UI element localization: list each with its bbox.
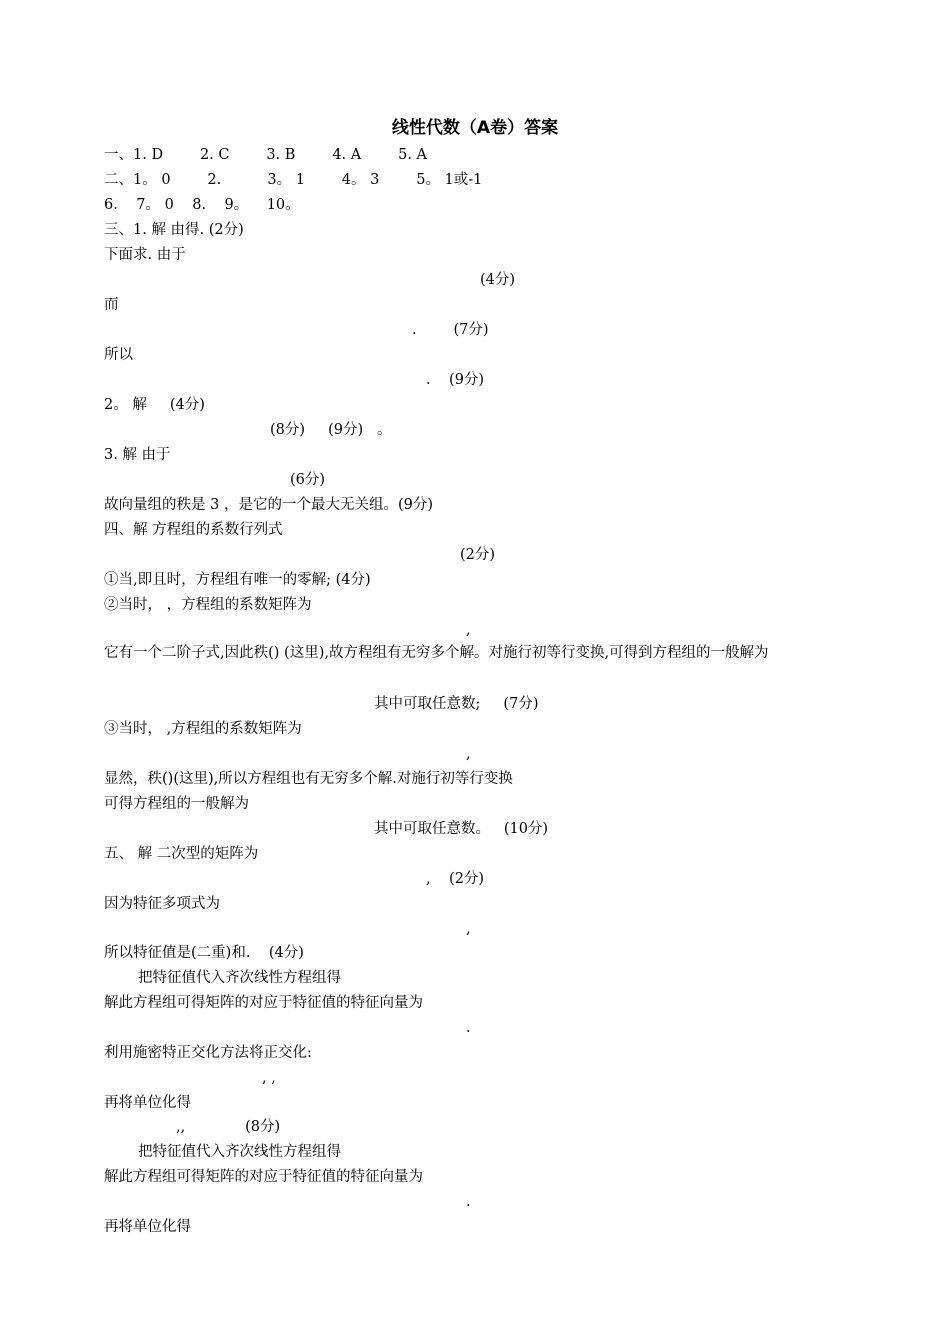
answer-line-choice: 一、1. D 2. C 3. B 4. A 5. A xyxy=(104,147,428,163)
punctuation-line: , , xyxy=(262,1070,276,1086)
answer-line: 再将单位化得 xyxy=(104,1219,191,1235)
punctuation-line: , xyxy=(466,746,471,762)
answer-line: 利用施密特正交化方法将正交化: xyxy=(104,1045,312,1061)
answer-line: 显然，秩()(这里),所以方程组也有无穷多个解.对施行初等行变换 xyxy=(104,771,513,787)
answer-line-fill-1: 二、1。 0 2. 3。 1 4。 3 5。 1或-1 xyxy=(104,172,483,188)
answer-line: 因为特征多项式为 xyxy=(104,896,220,912)
answer-line: ③当时， ,方程组的系数矩阵为 xyxy=(104,721,302,737)
score-note: (8分) (9分) 。 xyxy=(270,422,392,438)
score-note: , (2分) xyxy=(426,871,485,887)
score-note: (6分) xyxy=(290,472,326,488)
answer-line: 把特征值代入齐次线性方程组得 xyxy=(138,1144,341,1160)
punctuation-line: , xyxy=(466,921,471,937)
answer-line: 解此方程组可得矩阵的对应于特征值的特征向量为 xyxy=(104,1169,423,1185)
answer-line: 三、1. 解 由得. (2分) xyxy=(104,222,244,238)
punctuation-line: . xyxy=(466,1020,471,1036)
answer-line: 再将单位化得 xyxy=(104,1095,191,1111)
answer-line: 故向量组的秩是 3 ，是它的一个最大无关组。(9分) xyxy=(104,497,433,513)
score-note: (2分) xyxy=(460,547,496,563)
answer-line: 3. 解 由于 xyxy=(104,447,171,463)
answer-line: 所以特征值是(二重)和. (4分) xyxy=(104,945,304,961)
score-note: ,, (8分) xyxy=(176,1119,281,1135)
score-note: . (9分) xyxy=(426,372,485,388)
punctuation-line: , xyxy=(466,622,471,638)
answer-line: 其中可取任意数; (7分) xyxy=(374,696,539,712)
punctuation-line: . xyxy=(466,1194,471,1210)
page-title: 线性代数（A卷）答案 xyxy=(391,118,559,138)
answer-line: 把特征值代入齐次线性方程组得 xyxy=(138,970,341,986)
answer-line: 2。 解 (4分) xyxy=(104,397,205,413)
answer-line: 解此方程组可得矩阵的对应于特征值的特征向量为 xyxy=(104,995,423,1011)
answer-line: 而 xyxy=(104,297,119,313)
answer-line: 五、 解 二次型的矩阵为 xyxy=(104,846,259,862)
answer-line: 可得方程组的一般解为 xyxy=(104,796,249,812)
answer-line: 下面求. 由于 xyxy=(104,247,186,263)
answer-line: 其中可取任意数。 (10分) xyxy=(374,821,549,837)
score-note: (4分) xyxy=(480,272,516,288)
score-note: . (7分) xyxy=(412,322,489,338)
answer-line: 四、解 方程组的系数行列式 xyxy=(104,522,283,538)
answer-line: ②当时， ，方程组的系数矩阵为 xyxy=(104,597,312,613)
answer-line: 所以 xyxy=(104,347,133,363)
answer-paragraph: 它有一个二阶子式,因此秩() (这里),故方程组有无穷多个解。对施行初等行变换,可得到方程组的一般解为 xyxy=(104,645,769,661)
answer-line-fill-2: 6. 7。 0 8. 9。 10。 xyxy=(104,197,300,213)
answer-line: ①当,即且时，方程组有唯一的零解; (4分) xyxy=(104,572,371,588)
